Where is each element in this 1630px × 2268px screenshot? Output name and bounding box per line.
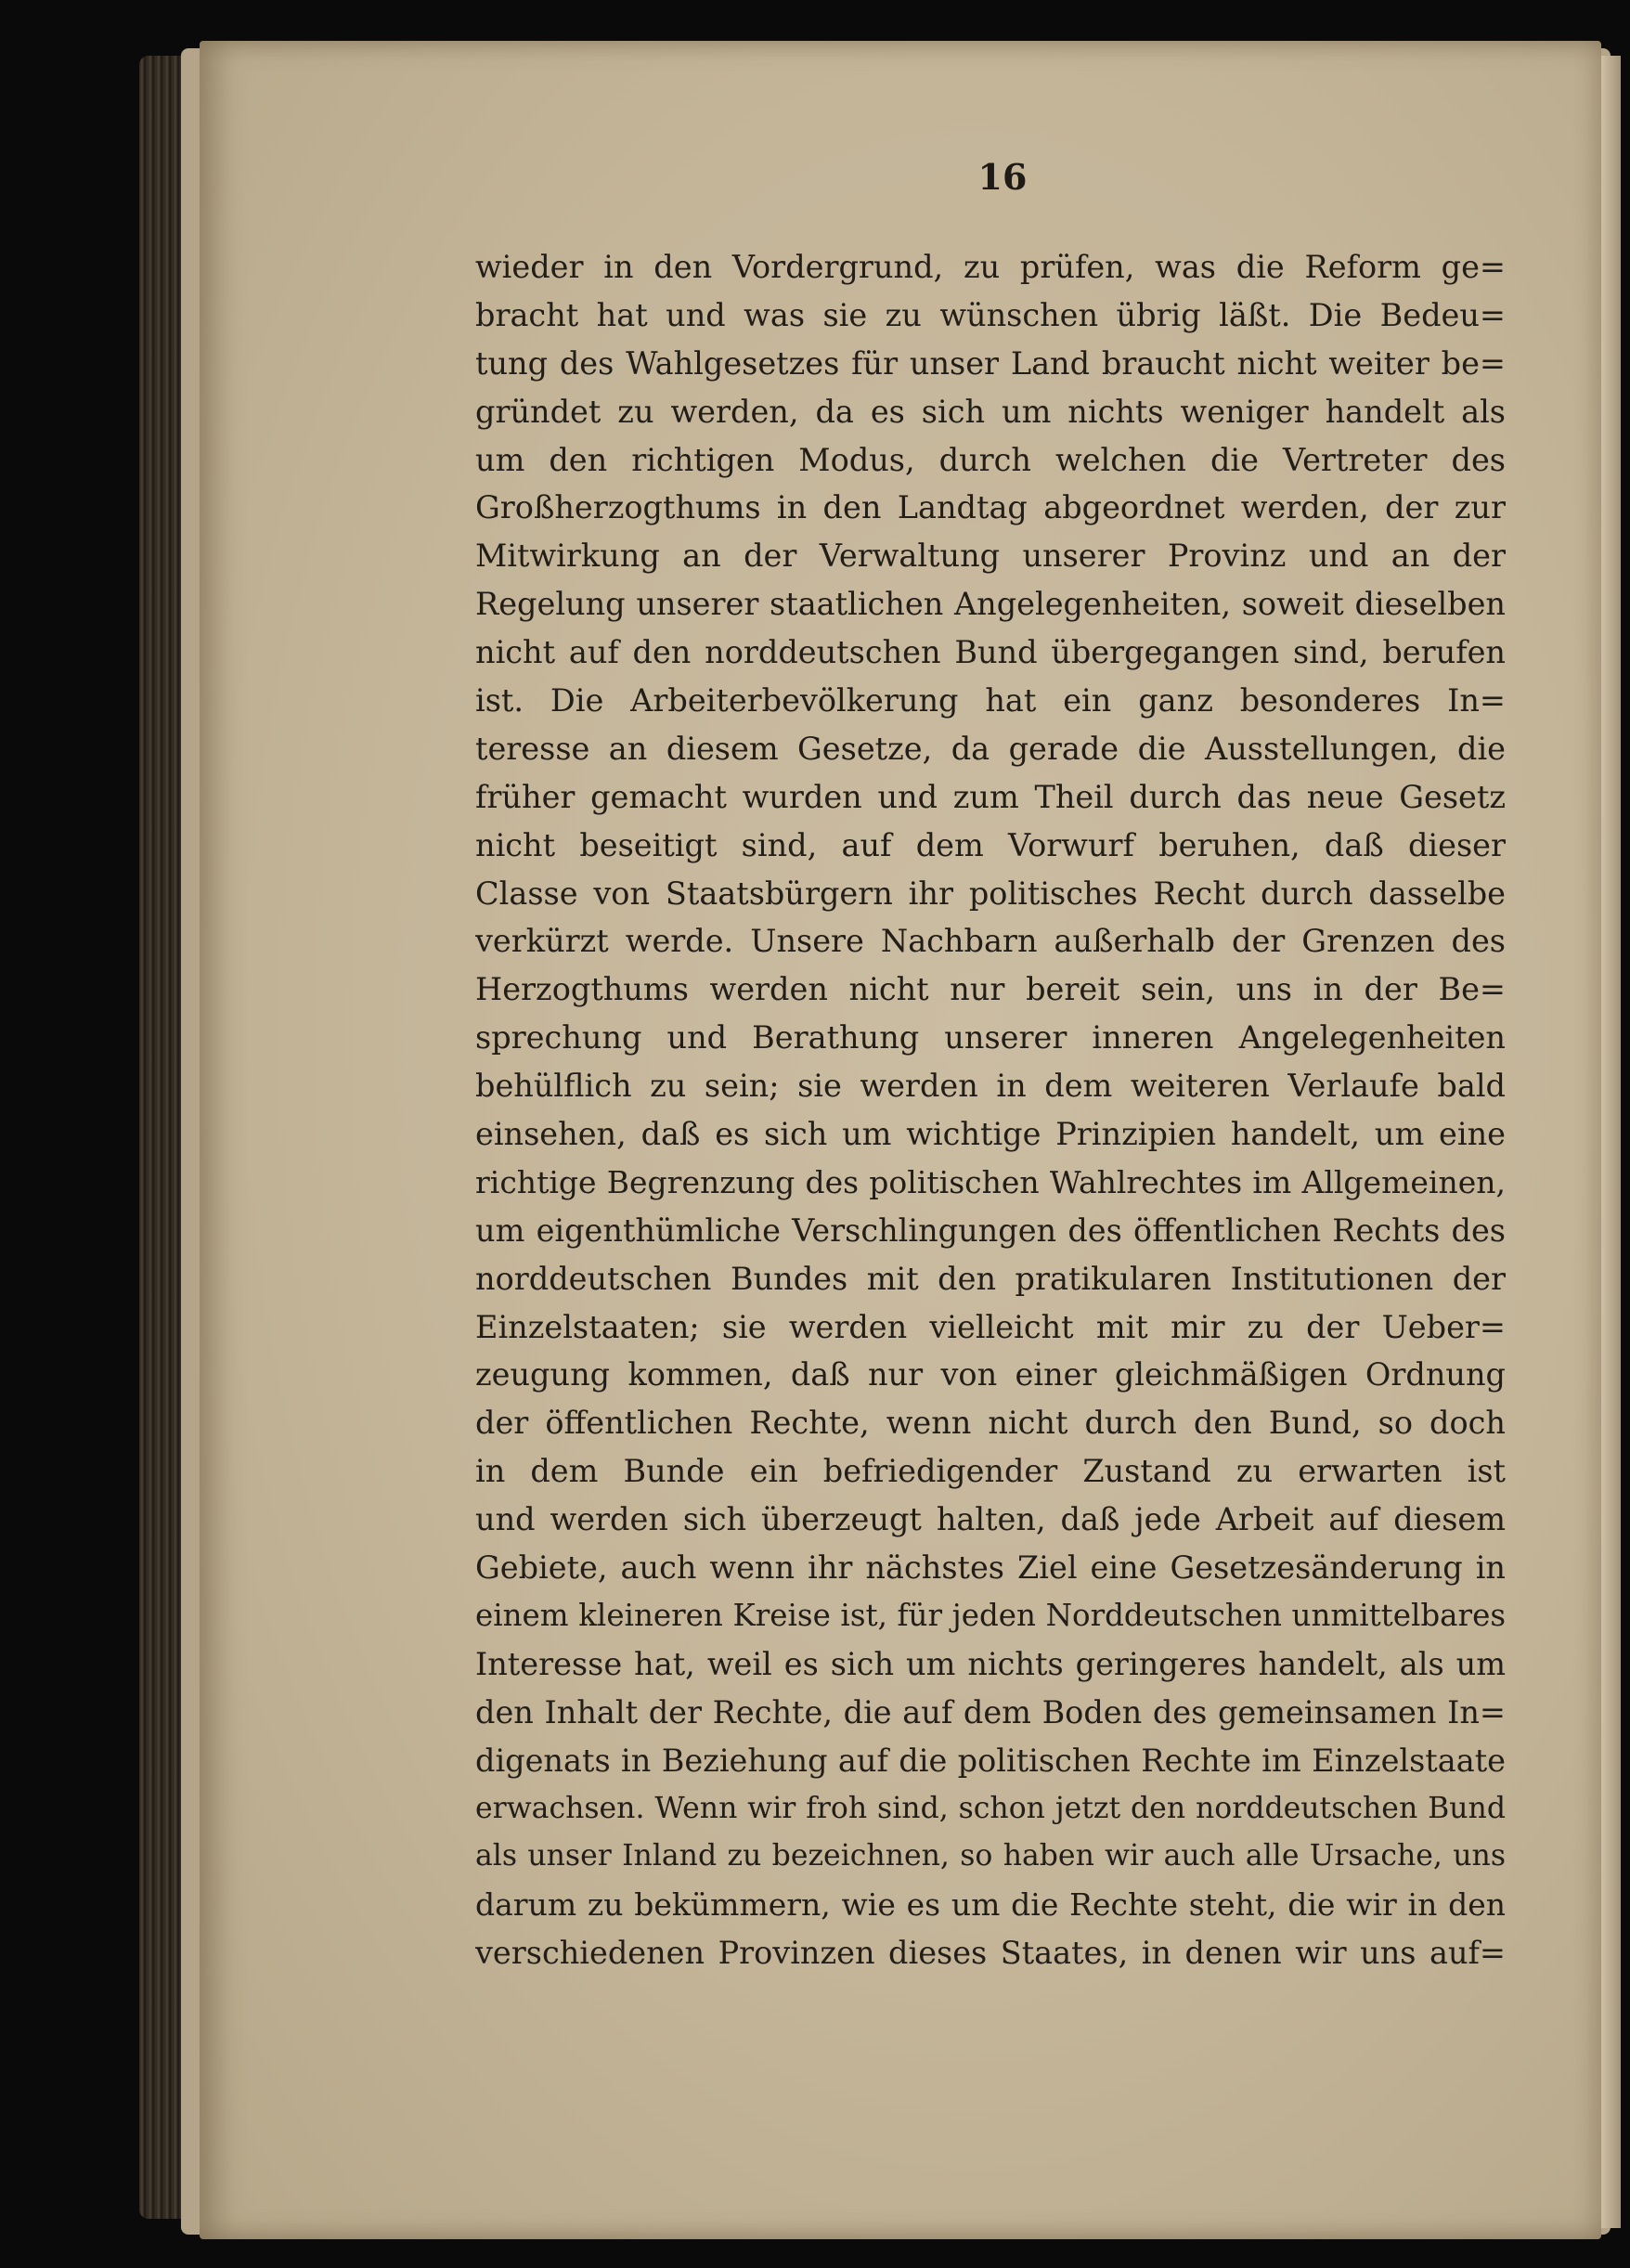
text-line: Interesse hat, weil es sich um nichts geringeres handelt, als um [475,1645,1506,1682]
text-line: in dem Bunde ein befriedigender Zustand zu erwarten ist [475,1453,1506,1490]
text-line: wieder in den Vordergrund, zu prüfen, was die Reform ge= [475,249,1506,285]
text-line: früher gemacht wurden und zum Theil durch das neue Gesetz [475,778,1506,815]
text-line: sprechung und Berathung unserer inneren Angelegenheiten [475,1019,1506,1056]
text-line: tung des Wahlgesetzes für unser Land braucht nicht weiter be= [475,344,1506,382]
text-line: um eigenthümliche Verschlingungen des öffentlichen Rechts des [475,1212,1506,1249]
text-line: gründet zu werden, da es sich um nichts weniger handelt als [475,393,1506,430]
text-line: als unser Inland zu bezeichnen, so haben wir auch alle Ursache, uns [475,1839,1506,1873]
text-line: norddeutschen Bundes mit den pratikularen Institutionen der [475,1260,1506,1297]
text-line: teresse an diesem Gesetze, da gerade die Ausstellungen, die [475,730,1506,767]
text-line: behülflich zu sein; sie werden in dem weiteren Verlaufe bald [475,1068,1506,1105]
text-line: verschiedenen Provinzen dieses Staates, in denen wir uns auf= [475,1935,1506,1972]
text-line: zeugung kommen, daß nur von einer gleichmäßigen Ordnung [475,1356,1506,1393]
text-line: Gebiete, auch wenn ihr nächstes Ziel eine Gesetzesänderung in [475,1549,1506,1587]
text-line: und werden sich überzeugt halten, daß jede Arbeit auf diesem [475,1501,1506,1538]
text-line: nicht beseitigt sind, auf dem Vorwurf beruhen, daß dieser [475,826,1506,863]
text-line: Einzelstaaten; sie werden vielleicht mit mir zu der Ueber= [475,1308,1506,1345]
text-line: Mitwirkung an der Verwaltung unserer Provinz und an der [475,538,1506,575]
text-line: um den richtigen Modus, durch welchen die Vertreter des [475,441,1506,478]
text-line: Großherzogthums in den Landtag abgeordnet werden, der zur [475,489,1506,526]
text-line: der öffentlichen Rechte, wenn nicht durch den Bund, so doch [475,1405,1506,1442]
text-line: bracht hat und was sie zu wünschen übrig läßt. Die Bedeu= [475,296,1506,333]
text-line: einem kleineren Kreise ist, für jeden Norddeutschen unmittelbares [475,1597,1506,1633]
text-line: erwachsen. Wenn wir froh sind, schon jetzt den norddeutschen Bund [475,1791,1506,1825]
text-line: ist. Die Arbeiterbevölkerung hat ein ganz besonderes In= [475,682,1506,719]
text-line: einsehen, daß es sich um wichtige Prinzipien handelt, um eine [475,1116,1506,1153]
text-line: den Inhalt der Rechte, die auf dem Boden des gemeinsamen In= [475,1693,1506,1730]
text-line: digenats in Beziehung auf die politischen Rechte im Einzelstaate [475,1742,1506,1779]
text-line: Classe von Staatsbürgern ihr politisches Recht durch dasselbe [475,875,1506,912]
text-line: verkürzt werde. Unsere Nachbarn außerhalb der Grenzen des [475,923,1506,960]
text-line: Herzogthums werden nicht nur bereit sein, uns in der Be= [475,971,1506,1008]
text-line: Regelung unserer staatlichen Angelegenheiten, soweit dieselben [475,586,1506,623]
page-number: 16 [977,156,1028,198]
text-line: nicht auf den norddeutschen Bund übergegangen sind, berufen [475,634,1506,671]
text-line: darum zu bekümmern, wie es um die Rechte steht, die wir in den [475,1886,1506,1924]
text-line: richtige Begrenzung des politischen Wahlrechtes im Allgemeinen, [475,1163,1506,1200]
body-text [475,243,1506,1977]
